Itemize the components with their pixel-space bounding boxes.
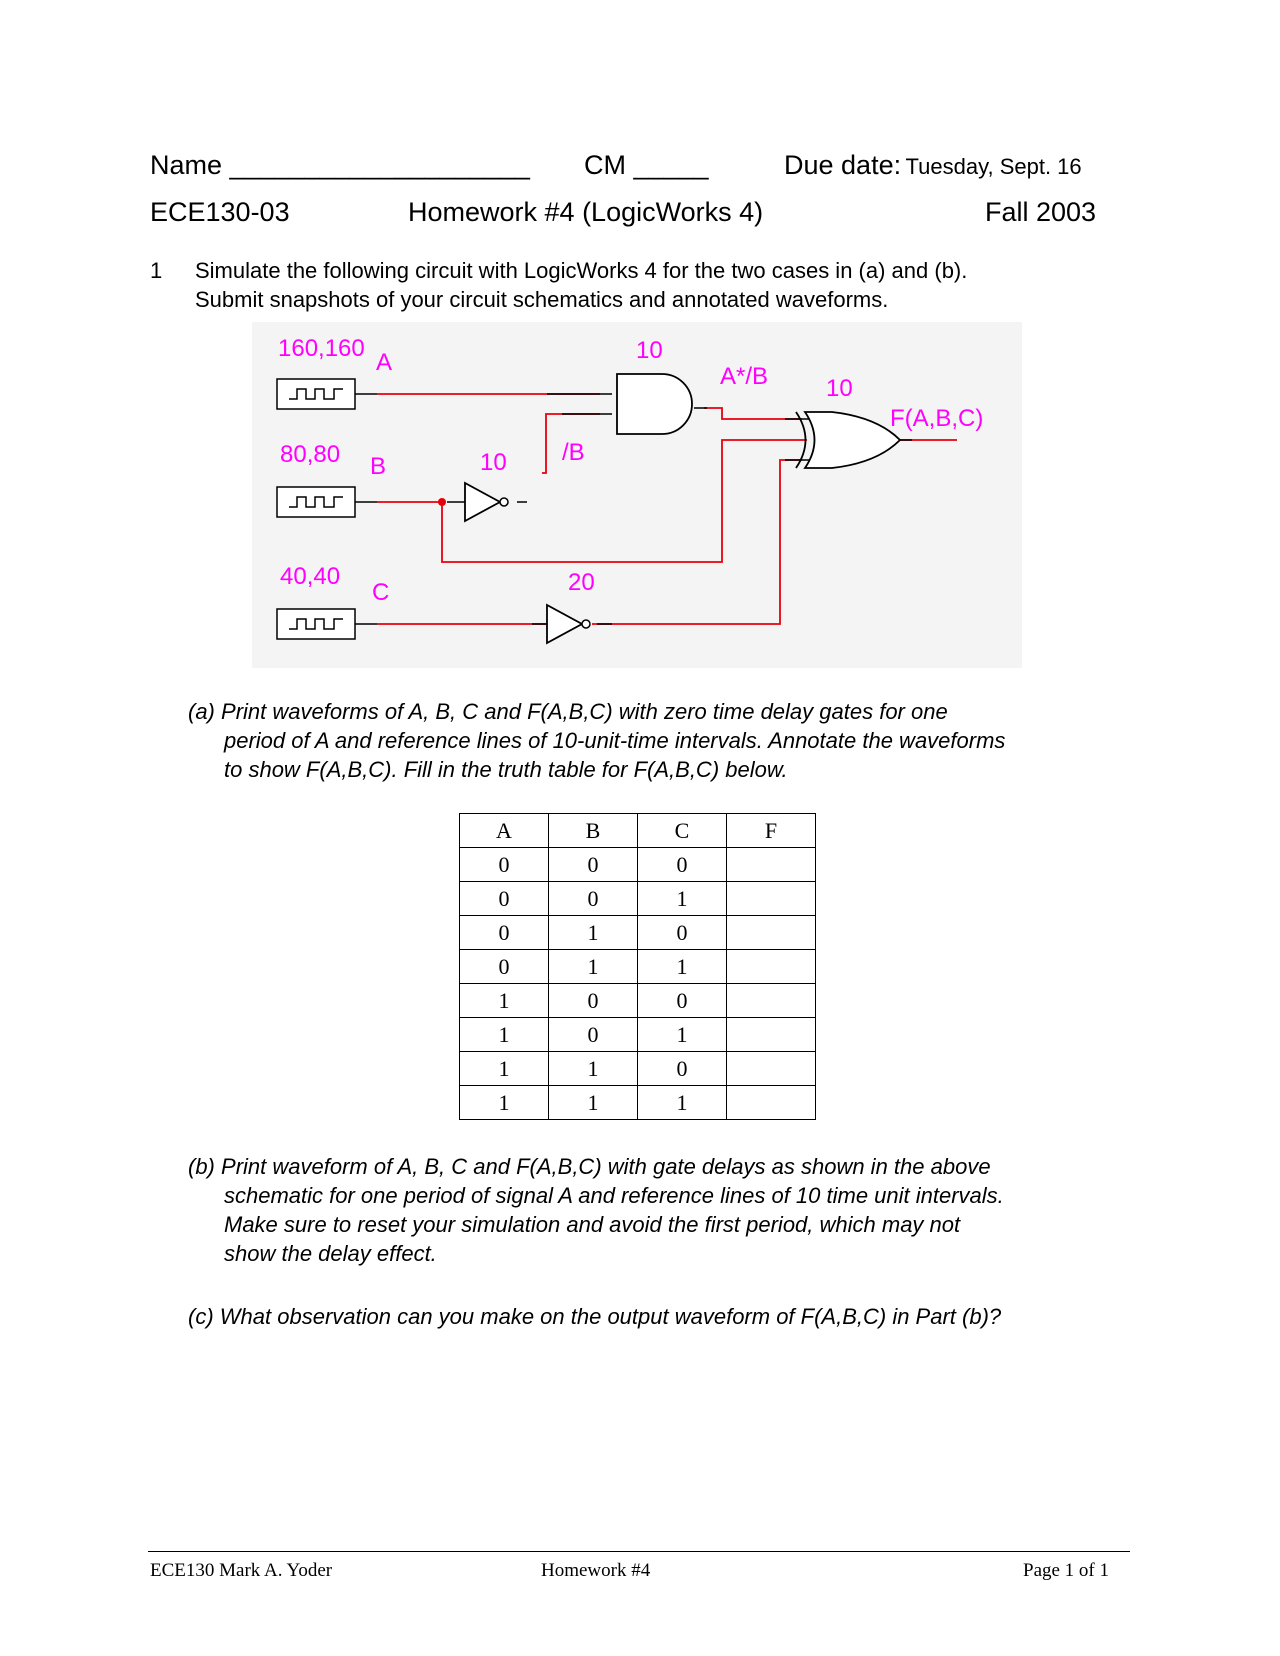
inverter-b-bubble [500, 498, 508, 506]
header-b: B [549, 814, 638, 848]
truth-table-row [460, 1086, 816, 1120]
and-gate [617, 374, 692, 434]
truth-table-cell: 0 [549, 848, 638, 882]
truth-table-f-cell[interactable] [727, 882, 816, 916]
truth-table-cell: 1 [460, 1086, 549, 1120]
truth-table-cell: 1 [460, 984, 549, 1018]
truth-table-row [460, 950, 816, 984]
or-delay: 10 [826, 375, 853, 402]
truth-table-cell: 1 [638, 882, 727, 916]
problem-line-2: Submit snapshots of your circuit schematics and annotated waveforms. [195, 287, 889, 312]
truth-table-cell: 1 [549, 1052, 638, 1086]
problem-line-1: Simulate the following circuit with LogicWorks 4 for the two cases in (a) and (b). [195, 258, 968, 283]
junction-dot [438, 498, 446, 506]
circuit-schematic [252, 322, 1022, 668]
truth-table-cell: 0 [638, 916, 727, 950]
footer-left: ECE130 Mark A. Yoder [150, 1560, 333, 1581]
truth-table-f-cell[interactable] [727, 848, 816, 882]
part-a [188, 697, 1005, 784]
truth-table-f-cell[interactable] [727, 1018, 816, 1052]
truth-table-cell: 0 [549, 882, 638, 916]
truth-table-cell: 0 [638, 848, 727, 882]
cm-field-label: CM _____ [584, 150, 709, 180]
truth-table-f-cell[interactable] [727, 1086, 816, 1120]
due-date [784, 150, 1082, 181]
part-a-line-3: to show F(A,B,C). Fill in the truth table for F(A,B,C) below. [224, 757, 788, 782]
part-b [188, 1152, 1004, 1268]
truth-table-cell: 0 [460, 882, 549, 916]
truth-table-row [460, 882, 816, 916]
clock-c-name: C [372, 579, 390, 606]
part-b-line-4: show the delay effect. [224, 1241, 437, 1266]
inverter-c-delay: 20 [568, 569, 595, 596]
header-a: A [460, 814, 549, 848]
part-a-line-2: period of A and reference lines of 10-unit-time intervals. Annotate the waveforms [224, 728, 1006, 753]
truth-table-f-cell[interactable] [727, 984, 816, 1018]
and-delay: 10 [636, 337, 663, 364]
truth-table-cell: 1 [638, 1018, 727, 1052]
output-label: F(A,B,C) [890, 405, 984, 432]
header-f: F [727, 814, 816, 848]
truth-table-cell: 1 [460, 1018, 549, 1052]
clock-a-timing: 160,160 [278, 335, 365, 362]
truth-table-f-cell[interactable] [727, 950, 816, 984]
truth-table-cell: 0 [638, 1052, 727, 1086]
truth-table-row [460, 984, 816, 1018]
truth-table-cell: 0 [549, 984, 638, 1018]
clock-b-name: B [370, 453, 387, 480]
part-b-label: (b) [188, 1154, 215, 1179]
part-b-line-3: Make sure to reset your simulation and avoid the first period, which may not [224, 1212, 961, 1237]
truth-table-header-row [460, 814, 816, 848]
truth-table-row [460, 1052, 816, 1086]
truth-table-row [460, 848, 816, 882]
part-a-label: (a) [188, 699, 215, 724]
inverter-b-output-label: /B [562, 439, 585, 466]
truth-table-cell: 1 [638, 1086, 727, 1120]
due-date-value: Tuesday, Sept. 16 [905, 154, 1082, 179]
name-field-label: Name ____________________ [150, 150, 530, 180]
truth-table-cell: 0 [549, 1018, 638, 1052]
header-c: C [638, 814, 727, 848]
clock-a-name: A [376, 349, 393, 376]
inverter-b-delay: 10 [480, 449, 507, 476]
clock-b-timing: 80,80 [280, 441, 341, 468]
truth-table-cell: 0 [460, 848, 549, 882]
part-a-line-1: Print waveforms of A, B, C and F(A,B,C) with zero time delay gates for one [221, 699, 948, 724]
part-c [188, 1302, 1001, 1331]
footer-rule [148, 1551, 1130, 1552]
truth-table-row [460, 1018, 816, 1052]
part-c-label: (c) [188, 1304, 214, 1329]
course-code: ECE130-03 [150, 197, 290, 227]
truth-table-f-cell[interactable] [727, 1052, 816, 1086]
truth-table-cell: 0 [638, 984, 727, 1018]
page-title: Homework #4 (LogicWorks 4) [408, 197, 764, 227]
truth-table-cell: 1 [549, 1086, 638, 1120]
truth-table-cell: 1 [549, 916, 638, 950]
part-c-text: What observation can you make on the output waveform of F(A,B,C) in Part (b)? [219, 1304, 1002, 1329]
part-b-line-1: Print waveform of A, B, C and F(A,B,C) with gate delays as shown in the above [221, 1154, 991, 1179]
truth-table-cell: 1 [549, 950, 638, 984]
truth-table-f-cell[interactable] [727, 916, 816, 950]
truth-table-cell: 0 [460, 916, 549, 950]
truth-table-cell: 1 [638, 950, 727, 984]
truth-table-cell: 0 [460, 950, 549, 984]
due-date-label: Due date: [784, 150, 902, 180]
inverter-c-bubble [582, 620, 590, 628]
problem-statement [195, 256, 967, 314]
term: Fall 2003 [985, 197, 1097, 227]
footer-right: Page 1 of 1 [1023, 1560, 1110, 1581]
footer-center: Homework #4 [541, 1560, 651, 1581]
problem-number: 1 [150, 258, 163, 283]
truth-table-cell: 1 [460, 1052, 549, 1086]
part-b-line-2: schematic for one period of signal A and reference lines of 10 time unit intervals. [224, 1183, 1004, 1208]
truth-table-row [460, 916, 816, 950]
clock-c-timing: 40,40 [280, 563, 341, 590]
and-output-label: A*/B [720, 363, 769, 390]
truth-table [459, 813, 816, 1120]
